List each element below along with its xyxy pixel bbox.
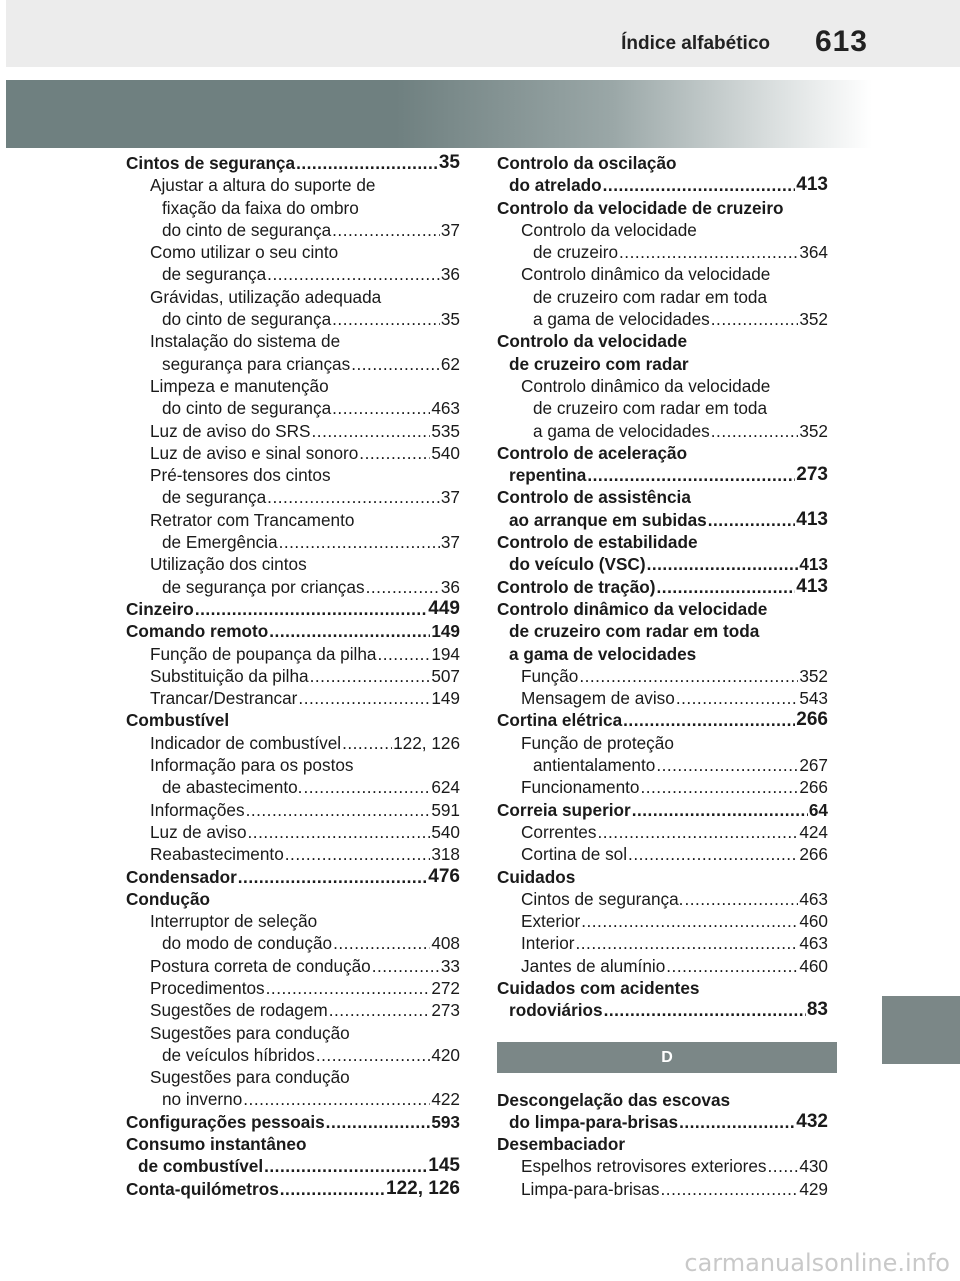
entry-text: de Emergência xyxy=(162,532,278,553)
entry-text: de abastecimento. xyxy=(162,777,303,798)
entry-text: Controlo de assistência xyxy=(497,487,691,508)
page-ref[interactable]: 62 xyxy=(440,353,460,374)
index-entry xyxy=(126,1178,460,1200)
entry-text: Cuidados com acidentes xyxy=(497,977,700,998)
entry-text: Descongelação das escovas xyxy=(497,1089,731,1110)
entry-text: Função xyxy=(521,665,579,686)
leader-dots xyxy=(666,955,798,977)
entry-text: Controlo dinâmico da velocidade xyxy=(521,375,771,396)
leader-dots xyxy=(647,553,799,575)
entry-text: Cortina elétrica xyxy=(497,710,623,731)
page-ref[interactable]: 408 xyxy=(431,933,460,954)
page-ref[interactable]: 593 xyxy=(431,1111,460,1132)
index-subentry xyxy=(126,910,460,955)
page-ref[interactable]: 266 xyxy=(796,709,828,731)
page-ref[interactable]: 543 xyxy=(799,688,828,709)
leader-dots xyxy=(628,843,798,865)
entry-text: Como utilizar o seu cinto xyxy=(150,242,339,263)
index-subentry xyxy=(497,1178,828,1200)
entry-text: do modo de condução xyxy=(162,933,333,954)
entry-text: de cruzeiro com radar em toda xyxy=(509,621,760,642)
index-subentry xyxy=(126,375,460,420)
entry-text: Controlo dinâmico da velocidade xyxy=(497,598,768,619)
page-ref[interactable]: 83 xyxy=(806,999,828,1021)
entry-text: Função de proteção xyxy=(521,732,674,753)
index-subentry xyxy=(497,843,828,865)
index-subentry xyxy=(126,442,460,464)
leader-dots xyxy=(581,910,798,932)
page-ref[interactable]: 422 xyxy=(431,1089,460,1110)
page-ref[interactable]: 413 xyxy=(796,174,828,196)
leader-dots xyxy=(711,308,799,330)
entry-text: Desembaciador xyxy=(497,1134,626,1155)
index-subentry xyxy=(126,420,460,442)
entry-text: Cinzeiro xyxy=(126,598,194,619)
leader-dots xyxy=(708,509,796,531)
entry-text: antientalamento xyxy=(533,755,656,776)
index-subentry xyxy=(126,509,460,554)
page-ref[interactable]: 36 xyxy=(440,576,460,597)
entry-text: Cintos de segurança xyxy=(126,153,296,173)
index-entry xyxy=(497,531,828,576)
index-entry xyxy=(497,576,828,598)
entry-text: Configurações pessoais xyxy=(126,1111,325,1132)
page-ref[interactable]: 463 xyxy=(799,888,828,909)
page-ref[interactable]: 429 xyxy=(799,1178,828,1199)
page-ref[interactable]: 273 xyxy=(796,464,828,486)
index-entry xyxy=(497,598,828,665)
page-ref[interactable]: 413 xyxy=(796,508,828,530)
leader-dots xyxy=(267,263,440,285)
entry-text: Exterior xyxy=(521,911,581,932)
page-ref[interactable]: 267 xyxy=(799,755,828,776)
leader-dots xyxy=(269,620,430,642)
leader-dots xyxy=(372,955,440,977)
page-ref[interactable]: 591 xyxy=(431,799,460,820)
index-subentry xyxy=(497,263,828,330)
leader-dots xyxy=(326,1111,431,1133)
entry-text: Controlo da velocidade xyxy=(521,219,697,240)
leader-dots xyxy=(623,709,795,731)
page-ref[interactable]: 36 xyxy=(440,264,460,285)
entry-text: Espelhos retrovisores exteriores xyxy=(521,1156,767,1177)
page-ref[interactable]: 424 xyxy=(799,821,828,842)
leader-dots xyxy=(266,977,431,999)
entry-text: Limpeza e manutenção xyxy=(150,375,329,396)
leader-dots xyxy=(303,776,430,798)
entry-text: Controlo da velocidade xyxy=(497,331,688,352)
page-ref[interactable]: 149 xyxy=(431,621,460,642)
entry-text: de segurança xyxy=(162,264,267,285)
leader-dots xyxy=(267,486,440,508)
entry-text: Trancar/Destrancar xyxy=(150,688,298,709)
page-ref[interactable]: 145 xyxy=(428,1155,460,1177)
page-ref[interactable]: 507 xyxy=(431,665,460,686)
right-entries xyxy=(497,152,828,1022)
header-title: Índice alfabético xyxy=(621,33,770,54)
entry-text: Correntes xyxy=(521,821,597,842)
entry-text: do cinto de segurança xyxy=(162,398,332,419)
index-subentry xyxy=(497,219,828,264)
entry-text: Sugestões de rodagem xyxy=(150,1000,328,1021)
index-subentry xyxy=(497,687,828,709)
index-entry xyxy=(126,1111,460,1133)
leader-dots xyxy=(342,732,392,754)
page-ref[interactable]: 318 xyxy=(431,844,460,865)
index-subentry xyxy=(497,732,828,777)
page-ref[interactable]: 463 xyxy=(799,933,828,954)
entry-text: Luz de aviso do SRS xyxy=(150,420,311,441)
index-entry xyxy=(497,977,828,1022)
entry-text: Controlo de tração) xyxy=(497,576,656,597)
entry-text: de cruzeiro com radar em toda xyxy=(533,398,768,419)
page-ref[interactable]: 420 xyxy=(431,1044,460,1065)
leader-dots xyxy=(768,1155,799,1177)
index-entry xyxy=(497,1089,828,1134)
page-ref[interactable]: 35 xyxy=(440,309,460,330)
entry-text: Controlo de estabilidade xyxy=(497,532,698,553)
index-subentry xyxy=(126,732,460,754)
index-entry xyxy=(126,152,460,174)
page-ref[interactable]: 122, 126 xyxy=(386,1177,460,1199)
leader-dots xyxy=(279,531,440,553)
entry-text: rodoviários xyxy=(509,1000,603,1021)
page-ref[interactable]: 352 xyxy=(799,420,828,441)
entry-text: Combustível xyxy=(126,710,230,731)
entry-text: Mensagem de aviso xyxy=(521,688,675,709)
page-ref[interactable]: 476 xyxy=(428,865,460,887)
leader-dots xyxy=(329,999,431,1021)
index-entry xyxy=(497,442,828,487)
entry-text: Luz de aviso e sinal sonoro xyxy=(150,442,359,463)
leader-dots xyxy=(316,1044,430,1066)
leader-dots xyxy=(603,174,796,196)
index-subentry xyxy=(126,799,460,821)
page-ref[interactable]: 273 xyxy=(431,1000,460,1021)
entry-text: ao arranque em subidas xyxy=(509,509,707,530)
page-ref[interactable]: 35 xyxy=(438,152,460,173)
leader-dots xyxy=(679,1111,795,1133)
leader-dots xyxy=(285,843,431,865)
entry-text: Correia superior xyxy=(497,799,631,820)
entry-text: Utilização dos cintos xyxy=(150,554,307,575)
leader-dots xyxy=(248,821,431,843)
page-ref[interactable]: 624 xyxy=(431,777,460,798)
entry-text: de segurança por crianças xyxy=(162,576,365,597)
entry-text: Reabastecimento xyxy=(150,844,284,865)
entry-text: Comando remoto xyxy=(126,621,269,642)
index-subentry xyxy=(126,553,460,598)
entry-text: Substituição da pilha xyxy=(150,665,309,686)
entry-text: Controlo da velocidade de cruzeiro xyxy=(497,197,784,218)
index-subentry xyxy=(126,174,460,241)
page-ref[interactable]: 352 xyxy=(799,309,828,330)
entry-text: de cruzeiro com radar xyxy=(509,353,689,374)
entry-text: do cinto de segurança xyxy=(162,309,332,330)
index-entry xyxy=(126,620,460,642)
leader-dots xyxy=(657,576,796,598)
entry-text: a gama de velocidades xyxy=(533,309,710,330)
index-entry xyxy=(497,152,828,197)
index-subentry xyxy=(126,1022,460,1067)
entry-text: repentina xyxy=(509,465,587,486)
entry-text: Ajustar a altura do suporte de xyxy=(150,175,376,196)
page-ref[interactable]: 540 xyxy=(431,821,460,842)
leader-dots xyxy=(711,420,799,442)
index-entry xyxy=(126,1133,460,1178)
page-ref[interactable]: 540 xyxy=(431,442,460,463)
entry-text: segurança para crianças xyxy=(162,353,351,374)
page-ref[interactable]: 266 xyxy=(799,777,828,798)
index-subentry xyxy=(126,955,460,977)
entry-text: Controlo dinâmico da velocidade xyxy=(521,264,771,285)
leader-dots xyxy=(264,1155,427,1177)
index-entry xyxy=(126,866,460,888)
entry-text: fixação da faixa do ombro xyxy=(162,197,359,218)
page-ref[interactable]: 194 xyxy=(431,643,460,664)
leader-dots xyxy=(656,754,798,776)
entry-text: Retrator com Trancamento xyxy=(150,509,355,530)
index-entry xyxy=(497,1133,828,1155)
page-ref[interactable]: 37 xyxy=(440,219,460,240)
page-ref[interactable]: 149 xyxy=(431,688,460,709)
index-subentry xyxy=(126,1066,460,1111)
leader-dots xyxy=(298,687,430,709)
leader-dots xyxy=(359,442,430,464)
leader-dots xyxy=(597,821,798,843)
page-ref[interactable]: 463 xyxy=(431,398,460,419)
entry-text: Interruptor de seleção xyxy=(150,911,318,932)
entry-text: de combustível xyxy=(138,1156,264,1177)
entry-text: Função de poupança da pilha xyxy=(150,643,377,664)
page-ref[interactable]: 432 xyxy=(796,1110,828,1132)
entry-text: a gama de velocidades xyxy=(509,643,697,664)
entry-text: Interior xyxy=(521,933,575,954)
entry-text: Grávidas, utilização adequada xyxy=(150,286,382,307)
leader-dots xyxy=(333,932,430,954)
entry-text: Consumo instantâneo xyxy=(126,1134,307,1155)
leader-dots xyxy=(332,308,440,330)
leader-dots xyxy=(579,665,798,687)
section-header-d: D xyxy=(497,1042,837,1073)
page-ref[interactable]: 364 xyxy=(799,242,828,263)
entry-text: Procedimentos xyxy=(150,977,265,998)
entry-text: Controlo da oscilação xyxy=(497,153,677,173)
index-subentry xyxy=(126,821,460,843)
entry-text: no inverno xyxy=(162,1089,243,1110)
index-entry xyxy=(497,197,828,219)
page-ref[interactable]: 272 xyxy=(431,977,460,998)
page-ref[interactable]: 449 xyxy=(428,597,460,619)
leader-dots xyxy=(587,464,795,486)
entry-text: de cruzeiro xyxy=(533,242,619,263)
leader-dots xyxy=(377,643,430,665)
page-ref[interactable]: 430 xyxy=(799,1156,828,1177)
entry-text: Cuidados xyxy=(497,866,576,887)
index-subentry xyxy=(497,932,828,954)
leader-dots xyxy=(576,932,799,954)
leader-dots xyxy=(312,420,431,442)
index-subentry xyxy=(126,687,460,709)
leader-dots xyxy=(619,241,798,263)
leader-dots xyxy=(684,888,798,910)
index-subentry xyxy=(497,1155,828,1177)
leader-dots xyxy=(332,219,440,241)
page-ref[interactable]: 352 xyxy=(799,665,828,686)
page-ref[interactable]: 33 xyxy=(440,955,460,976)
thumb-index-tab xyxy=(882,996,960,1064)
entry-text: Funcionamento xyxy=(521,777,640,798)
index-entry xyxy=(497,799,828,821)
index-subentry xyxy=(126,999,460,1021)
index-subentry xyxy=(497,910,828,932)
index-subentry xyxy=(126,977,460,999)
leader-dots xyxy=(604,999,806,1021)
leader-dots xyxy=(310,665,431,687)
entry-text: Limpa-para-brisas xyxy=(521,1178,660,1199)
page-ref[interactable]: 460 xyxy=(799,955,828,976)
entry-text: Cintos de segurança. xyxy=(521,888,684,909)
page-ref[interactable]: 64 xyxy=(808,799,828,820)
entry-text: do cinto de segurança xyxy=(162,219,332,240)
index-entry xyxy=(497,330,828,375)
entry-text: Condensador xyxy=(126,866,237,887)
leader-dots xyxy=(195,598,427,620)
index-subentry xyxy=(126,754,460,799)
entry-text: de cruzeiro com radar em toda xyxy=(533,286,768,307)
entry-text: Jantes de alumínio xyxy=(521,955,666,976)
index-subentry xyxy=(126,330,460,375)
leader-dots xyxy=(640,776,798,798)
entry-text: Pré-tensores dos cintos xyxy=(150,465,331,486)
leader-dots xyxy=(366,576,440,598)
entry-text: Sugestões para condução xyxy=(150,1067,350,1088)
page-ref[interactable]: 266 xyxy=(799,844,828,865)
entry-text: Informação para os postos xyxy=(150,755,354,776)
index-subentry xyxy=(497,888,828,910)
entry-text: Informações xyxy=(150,799,245,820)
index-entry xyxy=(497,486,828,531)
leader-dots xyxy=(351,353,440,375)
leader-dots xyxy=(332,397,430,419)
leader-dots xyxy=(296,152,438,174)
page-ref[interactable]: 37 xyxy=(440,487,460,508)
page-ref[interactable]: 460 xyxy=(799,911,828,932)
entry-text: a gama de velocidades xyxy=(533,420,710,441)
index-column-left xyxy=(126,152,460,1200)
index-subentry xyxy=(126,241,460,286)
page-ref[interactable]: 413 xyxy=(799,554,828,575)
watermark: carmanualsonline.info xyxy=(684,1249,950,1277)
entry-text: Sugestões para condução xyxy=(150,1022,350,1043)
leader-dots xyxy=(661,1178,799,1200)
index-entry xyxy=(497,709,828,731)
index-subentry xyxy=(126,643,460,665)
page-ref[interactable]: 122, 126 xyxy=(393,732,460,753)
index-subentry xyxy=(497,776,828,798)
page-ref[interactable]: 535 xyxy=(431,420,460,441)
index-subentry xyxy=(497,821,828,843)
section-d-entries xyxy=(497,1089,828,1200)
index-entry xyxy=(126,888,460,910)
index-subentry xyxy=(126,665,460,687)
page-number: 613 xyxy=(814,25,868,58)
entry-text: Controlo de aceleração xyxy=(497,442,688,463)
page-ref[interactable]: 37 xyxy=(440,532,460,553)
leader-dots xyxy=(238,866,428,888)
entry-text: do atrelado xyxy=(509,175,602,196)
entry-text: Postura correta de condução xyxy=(150,955,371,976)
leader-dots xyxy=(632,799,808,821)
index-subentry xyxy=(126,464,460,509)
entry-text: Indicador de combustível xyxy=(150,732,342,753)
decorative-header-band xyxy=(6,80,872,148)
entry-text: do limpa-para-brisas xyxy=(509,1111,679,1132)
entry-text: Luz de aviso xyxy=(150,821,247,842)
entry-text: do veículo (VSC) xyxy=(509,554,646,575)
index-entry xyxy=(126,709,460,731)
index-subentry xyxy=(497,955,828,977)
leader-dots xyxy=(676,687,798,709)
entry-text: Cortina de sol xyxy=(521,844,628,865)
index-subentry xyxy=(497,665,828,687)
entry-text: Condução xyxy=(126,888,211,909)
page-ref[interactable]: 413 xyxy=(796,575,828,597)
entry-text: de veículos híbridos xyxy=(162,1044,315,1065)
entry-text: Instalação do sistema de xyxy=(150,331,341,352)
entry-text: de segurança xyxy=(162,487,267,508)
leader-dots xyxy=(246,799,431,821)
index-subentry xyxy=(497,375,828,442)
index-subentry xyxy=(126,843,460,865)
leader-dots xyxy=(243,1088,430,1110)
leader-dots xyxy=(280,1178,385,1200)
index-subentry xyxy=(126,286,460,331)
index-column-right xyxy=(497,152,828,1200)
index-entry xyxy=(497,866,828,888)
entry-text: Conta-quilómetros xyxy=(126,1178,279,1199)
index-entry xyxy=(126,598,460,620)
